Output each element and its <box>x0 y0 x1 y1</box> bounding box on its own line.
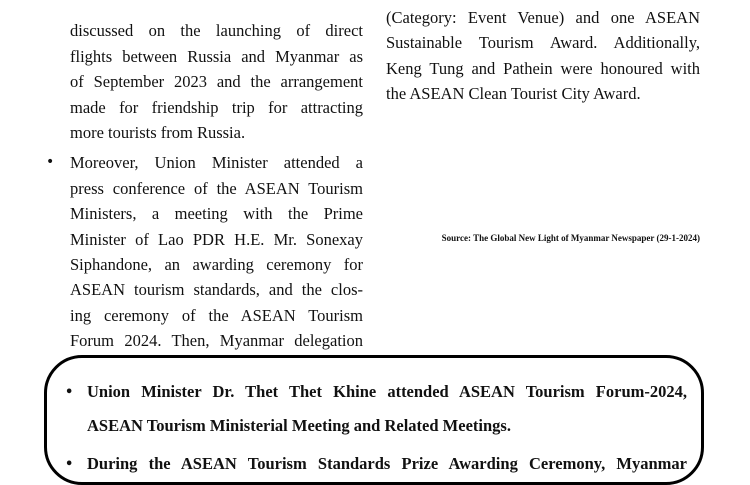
text-line: During the ASEAN Tourism Standards Prize Awarding Ceremony, Myanmar <box>87 454 687 473</box>
text-line: Union Minister Dr. Thet Thet Khine attended ASEAN Tourism Forum-2024, <box>87 382 687 401</box>
text-line: the ASEAN Clean Tourist City Award. <box>386 84 641 104</box>
text-line: ASEAN Tourism Ministerial Meeting and Related Meetings. <box>87 416 511 435</box>
source-citation: Source: The Global New Light of Myanmar Newspaper (29-1-2024) <box>441 233 700 243</box>
bullet-icon: • <box>46 154 55 171</box>
text-line: Ministers, a meeting with the Prime <box>70 204 363 224</box>
highlight-box <box>44 355 704 485</box>
text-line: made for friendship trip for attracting <box>70 97 363 117</box>
bullet-item-union-minister <box>46 150 363 353</box>
text-line: Siphandone, an awarding ceremony for <box>70 255 363 275</box>
text-line: ing ceremony of the ASEAN Tourism <box>70 305 363 325</box>
text-line: ASEAN tourism standards, and the clos- <box>70 280 363 300</box>
highlight-item <box>65 375 687 443</box>
paragraph-russia-flights <box>70 0 363 145</box>
text-line: press conference of the ASEAN Tourism <box>70 178 363 198</box>
text-line: Sustainable Tourism Award. Additionally, <box>386 33 700 53</box>
text-line: discussed on the launching of direct <box>70 21 363 41</box>
text-line: more tourists from Russia. <box>70 123 246 143</box>
highlight-item <box>65 447 687 481</box>
text-line: Forum 2024. Then, Myanmar delegation <box>70 331 363 351</box>
highlight-list <box>65 375 687 481</box>
bullet-icon: • <box>65 385 74 400</box>
bullet-icon: • <box>65 457 74 472</box>
text-line: of September 2023 and the arrangement <box>70 72 363 92</box>
left-column <box>46 0 363 354</box>
text-line: Minister of Lao PDR H.E. Mr. Sonexay <box>70 229 363 249</box>
text-line: Moreover, Union Minister attended a <box>70 153 363 173</box>
right-column <box>386 5 700 107</box>
text-line: Keng Tung and Pathein were honoured with <box>386 58 700 78</box>
text-line: flights between Russia and Myanmar as <box>70 46 363 66</box>
text-line: (Category: Event Venue) and one ASEAN <box>386 8 700 27</box>
